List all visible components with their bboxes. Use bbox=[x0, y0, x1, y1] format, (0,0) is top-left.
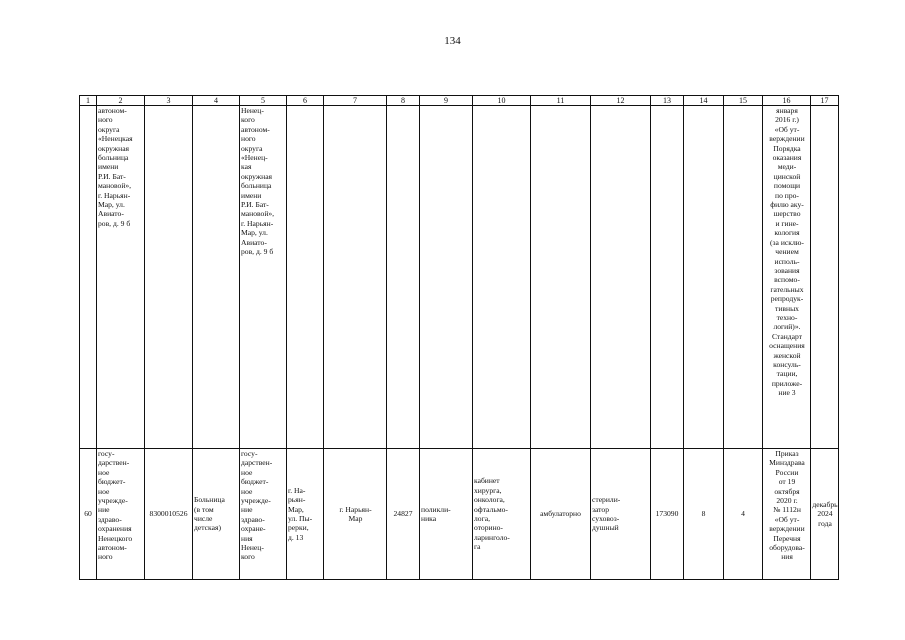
cell-quantity: 8 bbox=[684, 449, 724, 580]
cell-quantity: 4 bbox=[724, 449, 763, 580]
cell-locality bbox=[324, 449, 387, 580]
cell-organization bbox=[240, 106, 287, 449]
cell-empty bbox=[591, 106, 651, 449]
cell-facility-type bbox=[193, 449, 240, 580]
table-row bbox=[80, 106, 839, 449]
cell-empty bbox=[287, 106, 324, 449]
cell-regulation bbox=[763, 449, 811, 580]
cell-code: 24827 bbox=[387, 449, 420, 580]
cell-regulation bbox=[763, 106, 811, 449]
column-header: 14 bbox=[684, 96, 724, 106]
page-number: 134 bbox=[444, 35, 461, 47]
cell-deadline bbox=[811, 449, 839, 580]
cell-empty bbox=[811, 106, 839, 449]
unit-text: поликли- ника bbox=[421, 504, 451, 523]
cell-equipment bbox=[591, 449, 651, 580]
cell-row-number: 60 bbox=[80, 449, 97, 580]
cell-organization bbox=[240, 449, 287, 580]
rooms-text: кабинет хирурга, онколога, офтальмо- лога, оторино- ларинголо- га bbox=[474, 476, 510, 552]
column-header: 17 bbox=[811, 96, 839, 106]
regulation-text: Приказ Минздрава России от 19 октября 2020 г. № 1112н «Об ут- верждении Перечня оборудова- ния bbox=[769, 449, 805, 562]
cell-empty bbox=[420, 106, 473, 449]
cell-empty bbox=[473, 106, 531, 449]
cell-empty bbox=[651, 106, 684, 449]
column-header: 12 bbox=[591, 96, 651, 106]
cell-inn: 8300010526 bbox=[145, 449, 193, 580]
address-text: г. На- рьян- Мар, ул. Пы- рерки, д. 13 bbox=[288, 485, 313, 542]
deadline-text: декабрь 2024 года bbox=[812, 499, 838, 528]
equipment-text: стерили- затор суховоз- душный bbox=[592, 495, 621, 533]
cell-organization bbox=[97, 106, 145, 449]
cell-unit bbox=[420, 449, 473, 580]
column-header: 5 bbox=[240, 96, 287, 106]
column-header: 6 bbox=[287, 96, 324, 106]
organization-text: госу- дарствен- ное бюджет- ное учрежде- ние здраво- охране- ния Ненец- кого bbox=[241, 449, 273, 562]
cell-empty bbox=[324, 106, 387, 449]
cell-empty bbox=[531, 106, 591, 449]
column-header: 3 bbox=[145, 96, 193, 106]
facility-type-text: Больница (в том числе детская) bbox=[194, 495, 225, 533]
column-header: 9 bbox=[420, 96, 473, 106]
column-header: 1 bbox=[80, 96, 97, 106]
regulation-text: января 2016 г.) «Об ут- верждении Порядка оказания меди- цинской помощи по про- филю аку- шерство и гине- кология (за исклю- чением исполь- зования вспомо- гательных репродук- тивных техно- логий)». Стандарт оснащения женской консуль- тации, приложе- ние 3 bbox=[769, 106, 805, 398]
cell-organization bbox=[97, 449, 145, 580]
cell-rooms bbox=[473, 449, 531, 580]
cell-empty bbox=[387, 106, 420, 449]
column-number-row bbox=[80, 96, 839, 106]
organization-text: Ненец- кого автоном- ного округа «Ненец- кая окружная больница имени Р.И. Бат- мановой», г. Нарьян- Мар, ул. Авиато- ров, д. 9 б bbox=[241, 106, 275, 257]
column-header: 15 bbox=[724, 96, 763, 106]
cell-empty bbox=[684, 106, 724, 449]
cell-price: 173090 bbox=[651, 449, 684, 580]
column-header: 11 bbox=[531, 96, 591, 106]
locality-text: г. Нарьян- Мар bbox=[339, 504, 372, 523]
cell-empty bbox=[724, 106, 763, 449]
column-header: 16 bbox=[763, 96, 811, 106]
cell-empty bbox=[145, 106, 193, 449]
organization-text: госу- дарствен- ное бюджет- ное учрежде- ние здраво- охранения Ненецкого автоном- ного bbox=[98, 449, 133, 562]
table-row bbox=[80, 449, 839, 580]
cell-empty bbox=[80, 106, 97, 449]
column-header: 7 bbox=[324, 96, 387, 106]
column-header: 10 bbox=[473, 96, 531, 106]
cell-address bbox=[287, 449, 324, 580]
column-header: 13 bbox=[651, 96, 684, 106]
organization-text: автоном- ного округа «Ненецкая окружная больница имени Р.И. Бат- мановой», г. Нарьян- Мар, ул. Авиато- ров, д. 9 б bbox=[98, 106, 133, 228]
column-header: 8 bbox=[387, 96, 420, 106]
equipment-table bbox=[79, 95, 839, 580]
cell-care-form: амбулаторно bbox=[531, 449, 591, 580]
column-header: 4 bbox=[193, 96, 240, 106]
cell-empty bbox=[193, 106, 240, 449]
column-header: 2 bbox=[97, 96, 145, 106]
